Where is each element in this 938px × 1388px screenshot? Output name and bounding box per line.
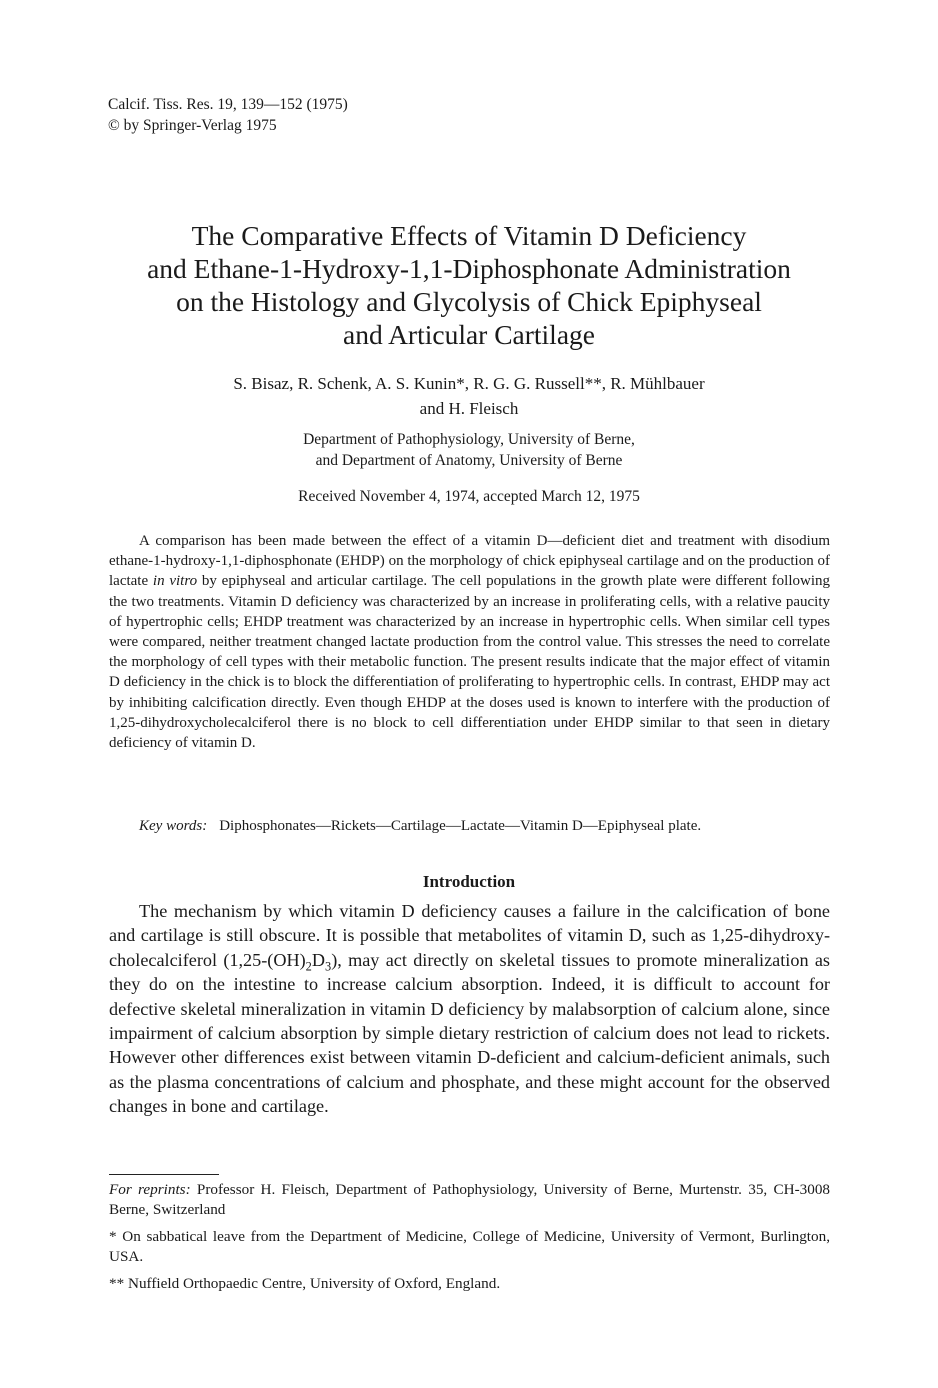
authors-line-2: and H. Fleisch (419, 399, 519, 418)
abstract-in-vitro: in vitro (152, 573, 198, 590)
journal-citation: Calcif. Tiss. Res. 19, 139—152 (1975) (108, 96, 348, 113)
introduction-paragraph (109, 899, 830, 1119)
author-list (80, 371, 858, 421)
keywords-paragraph (109, 816, 830, 837)
journal-header (108, 94, 348, 136)
affiliation-line-2: and Department of Anatomy, University of Berne (315, 452, 623, 469)
footnote-rule (109, 1174, 219, 1175)
reprints-label: For reprints: (109, 1181, 191, 1198)
intro-subscript-2: 3 (325, 959, 332, 974)
received-dates: Received November 4, 1974, accepted March 12, 1975 (298, 488, 640, 505)
title-line-1: The Comparative Effects of Vitamin D Deficiency (191, 220, 747, 251)
affiliation (80, 429, 858, 471)
intro-text-3: ), may act directly on skeletal tissues to promote mineralization as they do on the intestine to increase calcium absorption. Indeed, it is difficult to account for defective skeletal mineralization in vitamin D deficiency by malabsorption of calcium alone, since impairment of calcium absorption by simple dietary restriction of calcium does not lead to rickets. However other differences exist between vitamin D-deficient and calcium-deficient animals, such as the plasma concentrations of calcium and phosphate, and these might account for the observed changes in bone and cartilage. (109, 949, 830, 1117)
intro-text-2: D (311, 949, 325, 970)
copyright-line: © by Springer-Verlag 1975 (108, 117, 277, 134)
abstract (109, 531, 830, 753)
footnote-1: * On sabbatical leave from the Department of Medicine, College of Medicine, University of Vermont, Burlington, USA. (109, 1227, 830, 1266)
intro-text-1: The mechanism by which vitamin D deficiency causes a failure in the calcification of bone and cartilage is still obscure. It is possible that metabolites of vitamin D, such as 1,25-dihydroxy-cholecalciferol (1,25-(OH) (109, 901, 830, 970)
title-line-3: on the Histology and Glycolysis of Chick Epiphyseal (176, 286, 762, 317)
abstract-text-1: A comparison has been made between the effect of a vitamin D—deficient diet and treatment with disodium ethane-1-hydroxy-1,1-diphosphonate (EHDP) on the morphology of chick epiphyseal cartilage and on the production of lactate (109, 533, 830, 590)
title-line-4: and Articular Cartilage (343, 319, 595, 350)
introduction-heading: Introduction (422, 872, 516, 891)
keywords (109, 816, 830, 837)
footnote-reprints (109, 1180, 830, 1221)
title-line-2: and Ethane-1-Hydroxy-1,1-Diphosphonate Administration (147, 253, 791, 284)
abstract-text-2: by epiphyseal and articular cartilage. The cell populations in the growth plate were different following the two treatments. Vitamin D deficiency was characterized by an increase in proliferating cells, with a relative paucity of hypertrophic cells; EHDP treatment was characterized by an increase in hypertrophic cells. When similar cell types were compared, neither treatment changed lactate production from the control value. This stresses the need to correlate the morphology of cell types with their metabolic function. The present results indicate that the major effect of vitamin D deficiency in the chick is to block the differentiation of proliferating to hypertrophic cells. In contrast, EHDP may act by inhibiting calcification directly. Even though EHDP at the doses used is known to interfere with the production of 1,25-dihydroxycholecalciferol there is no block to cell differentiation under EHDP similar to that seen in dietary deficiency of vitamin D. (109, 573, 830, 752)
reprints-text: Professor H. Fleisch, Department of Pathophysiology, University of Berne, Murtenstr. 35, CH-3008 Berne, Switzerland (109, 1181, 831, 1219)
keywords-label: Key words: (139, 818, 208, 834)
introduction-body (109, 899, 830, 1119)
authors-line-1: S. Bisaz, R. Schenk, A. S. Kunin*, R. G. G. Russell**, R. Mühlbauer (233, 374, 705, 393)
keywords-text: Diphosphonates—Rickets—Cartilage—Lactate—Vitamin D—Epiphyseal plate. (219, 818, 702, 834)
footnotes (109, 1180, 830, 1300)
affiliation-line-1: Department of Pathophysiology, University of Berne, (303, 431, 635, 448)
footnote-2: ** Nuffield Orthopaedic Centre, University of Oxford, England. (109, 1274, 501, 1292)
intro-subscript-1: 2 (305, 959, 312, 974)
abstract-paragraph (109, 531, 830, 753)
article-title (80, 219, 858, 351)
